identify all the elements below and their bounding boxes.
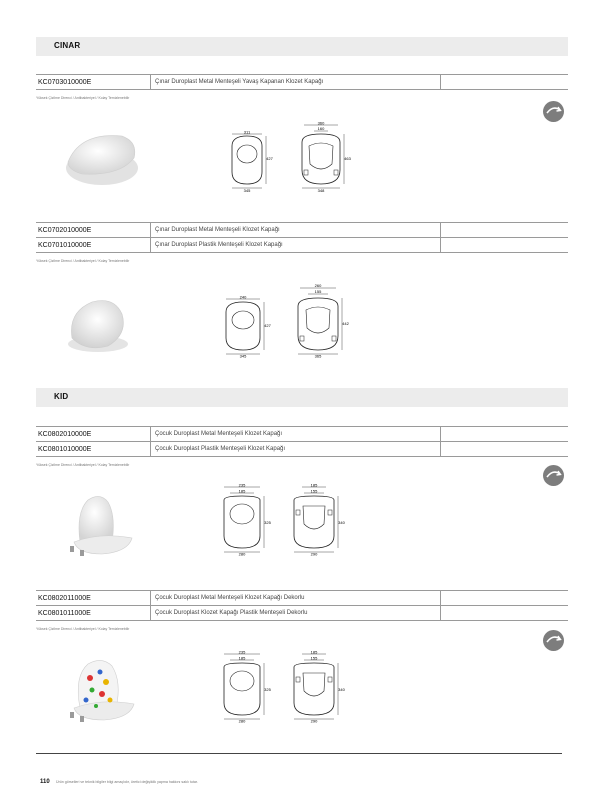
dimension-label: 155 xyxy=(310,655,318,661)
product-code: KC0802010000E xyxy=(36,427,151,442)
dimension-label: 427 xyxy=(266,156,273,161)
dimension-label: 235 xyxy=(238,482,246,488)
slow-close-badge-icon xyxy=(543,630,564,651)
dimension-label: 311 xyxy=(243,129,251,135)
section-header-kid xyxy=(36,388,568,407)
product-table xyxy=(36,590,568,621)
technical-drawing-top-view xyxy=(222,129,273,197)
dimension-label: 155 xyxy=(310,488,318,494)
feature-note: Yüksek Çizilme Direnci / Antibakteriyel / Kolay Temizlenebilir xyxy=(36,463,130,467)
page-number: 110 xyxy=(40,779,50,785)
dimension-label: 280 xyxy=(238,718,246,724)
product-description: Çınar Duroplast Metal Menteşeli Klozet Kapağı xyxy=(151,223,441,238)
product-description: Çınar Duroplast Plastik Menteşeli Klozet Kapağı xyxy=(151,238,441,253)
slow-close-badge-icon xyxy=(543,465,564,486)
dimension-label: 185 xyxy=(310,482,318,488)
footer-divider xyxy=(36,753,562,754)
dimension-label: 348 xyxy=(317,188,325,193)
product-table xyxy=(36,74,568,90)
table-row[interactable] xyxy=(36,223,568,238)
technical-drawing-top-view xyxy=(216,651,272,728)
dimension-label: 280 xyxy=(238,551,246,557)
product-photo xyxy=(60,128,140,195)
table-row[interactable] xyxy=(36,591,568,606)
decorated-product-photo xyxy=(66,656,138,733)
dimension-label: 185 xyxy=(238,655,246,661)
table-row[interactable] xyxy=(36,442,568,457)
product-table xyxy=(36,222,568,253)
dimension-label: 325 xyxy=(264,687,271,692)
section-header-cinar xyxy=(36,37,568,56)
product-description: Çınar Duroplast Metal Menteşeli Yavaş Kapanan Klozet Kapağı xyxy=(151,75,441,90)
product-code: KC0702010000E xyxy=(36,223,151,238)
dimension-label: 442 xyxy=(342,321,349,326)
feature-note: Yüksek Çizilme Direnci / Antibakteriyel / Kolay Temizlenebilir xyxy=(36,96,130,100)
table-row[interactable] xyxy=(36,606,568,621)
technical-drawing-seat-view xyxy=(294,122,350,197)
section-title: KID xyxy=(54,392,69,401)
dimension-label: 290 xyxy=(310,718,318,724)
technical-drawing-seat-view xyxy=(288,484,344,561)
dimension-label: 290 xyxy=(310,551,318,557)
dimension-label: 185 xyxy=(310,649,318,655)
technical-drawing-seat-view xyxy=(288,651,344,728)
product-code: KC0801011000E xyxy=(36,606,151,621)
dimension-label: 235 xyxy=(238,649,246,655)
table-row[interactable] xyxy=(36,238,568,253)
technical-drawing-seat-view xyxy=(290,284,350,363)
table-row[interactable] xyxy=(36,427,568,442)
dimension-label: 160 xyxy=(317,126,325,131)
feature-note: Yüksek Çizilme Direnci / Antibakteriyel / Kolay Temizlenebilir xyxy=(36,259,130,263)
product-description: Çocuk Duroplast Metal Menteşeli Klozet Kapağı xyxy=(151,427,441,442)
dimension-label: 345 xyxy=(243,188,251,193)
product-photo xyxy=(66,492,136,567)
dimension-label: 325 xyxy=(264,520,271,525)
dimension-label: 240 xyxy=(239,294,247,300)
dimension-label: 260 xyxy=(314,283,322,288)
product-description: Çocuk Duroplast Metal Menteşeli Klozet Kapağı Dekorlu xyxy=(151,591,441,606)
section-title: CINAR xyxy=(54,41,81,50)
dimension-label: 365 xyxy=(314,353,322,359)
footer-disclaimer: Ürün görselleri ve teknik bilgiler bilgi amaçlıdır, üretici değişiklik yapma hakkını saklı tutar. xyxy=(56,780,198,784)
dimension-label: 340 xyxy=(338,687,345,692)
product-code: KC0802011000E xyxy=(36,591,151,606)
dimension-label: 463 xyxy=(344,156,351,161)
product-description: Çocuk Duroplast Klozet Kapağı Plastik Menteşeli Dekorlu xyxy=(151,606,441,621)
product-code: KC0703010000E xyxy=(36,75,151,90)
product-description: Çocuk Duroplast Plastik Menteşeli Klozet Kapağı xyxy=(151,442,441,457)
dimension-label: 360 xyxy=(317,120,325,126)
dimension-label: 345 xyxy=(239,353,247,359)
technical-drawing-top-view xyxy=(216,484,272,561)
product-code: KC0801010000E xyxy=(36,442,151,457)
dimension-label: 185 xyxy=(238,488,246,494)
feature-note: Yüksek Çizilme Direnci / Antibakteriyel / Kolay Temizlenebilir xyxy=(36,627,130,631)
slow-close-badge-icon xyxy=(543,101,564,122)
dimension-label: 340 xyxy=(338,520,345,525)
technical-drawing-top-view xyxy=(218,296,272,363)
product-photo xyxy=(62,294,132,361)
table-row[interactable] xyxy=(36,75,568,90)
dimension-label: 427 xyxy=(264,323,271,328)
product-table xyxy=(36,426,568,457)
dimension-label: 155 xyxy=(314,289,322,294)
product-code: KC0701010000E xyxy=(36,238,151,253)
